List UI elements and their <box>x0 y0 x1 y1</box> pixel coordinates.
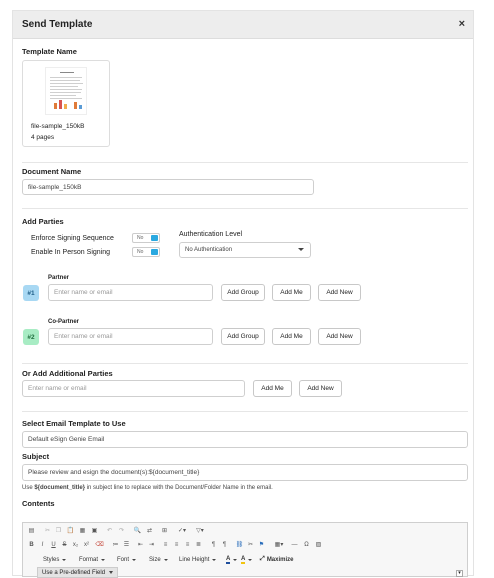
unlink-icon[interactable]: ✂ <box>247 542 254 548</box>
toggle-state-text: No <box>137 249 144 255</box>
paste-text-icon[interactable]: ▦ <box>79 528 86 534</box>
align-right-icon[interactable]: ≡ <box>185 542 190 548</box>
template-thumbnail-card[interactable] <box>22 60 110 147</box>
text-color-icon: A <box>226 555 231 562</box>
spellcheck-icon[interactable]: ✓▾ <box>177 528 187 534</box>
chevron-down-icon <box>109 571 113 574</box>
editor-collapse-icon[interactable]: ▾ <box>456 570 463 577</box>
strikethrough-icon[interactable]: S <box>62 542 67 548</box>
copy-icon[interactable]: ❐ <box>55 528 62 534</box>
maximize-button[interactable] <box>260 554 294 565</box>
email-template-label: Select Email Template to Use <box>22 419 126 428</box>
chevron-down-icon <box>298 248 304 251</box>
subject-hint <box>22 485 273 491</box>
toggle-knob <box>151 235 158 241</box>
subject-input[interactable]: Please review and esign the document(s):${document_title} <box>22 464 468 481</box>
email-template-select[interactable]: Default eSign Genie Email <box>22 431 468 448</box>
styles-dropdown[interactable] <box>43 554 66 565</box>
special-char-icon[interactable]: Ω <box>304 542 309 548</box>
add-new-button[interactable]: Add New <box>318 284 361 301</box>
remove-format-icon[interactable]: ⌫ <box>95 542 104 548</box>
add-new-button[interactable]: Add New <box>318 328 361 345</box>
select-all-icon[interactable]: ⊞ <box>161 528 168 534</box>
styles-label: Styles <box>43 556 60 563</box>
text-color-button[interactable] <box>226 554 237 565</box>
authentication-level-label: Authentication Level <box>179 231 243 238</box>
font-dropdown[interactable] <box>117 554 136 565</box>
modal-header <box>13 11 473 39</box>
justify-icon[interactable]: ≣ <box>195 542 202 548</box>
modal-title: Send Template <box>22 19 93 30</box>
find-icon[interactable]: 🔍 <box>133 528 142 534</box>
authentication-level-select[interactable] <box>179 242 311 258</box>
subject-hint-token: ${document_title} <box>34 485 86 491</box>
document-preview-image <box>45 67 87 115</box>
enable-in-person-signing-toggle[interactable] <box>132 247 160 257</box>
rich-text-editor <box>22 522 468 577</box>
bulleted-list-icon[interactable]: ☰ <box>123 542 130 548</box>
line-height-label: Line Height <box>179 556 210 563</box>
chevron-down-icon <box>248 559 252 561</box>
close-icon[interactable]: × <box>458 18 465 30</box>
contents-label: Contents <box>22 499 55 508</box>
paste-icon[interactable]: 📋 <box>66 528 75 534</box>
align-center-icon[interactable]: ≡ <box>174 542 179 548</box>
size-label: Size <box>149 556 161 563</box>
format-label: Format <box>79 556 99 563</box>
table-icon[interactable]: ▦▾ <box>274 542 284 548</box>
text-direction-rtl-icon[interactable]: ¶ <box>222 542 227 548</box>
add-parties-label: Add Parties <box>22 217 64 226</box>
chevron-down-icon <box>233 559 237 561</box>
superscript-icon[interactable]: x² <box>84 542 89 548</box>
subject-label: Subject <box>22 452 50 461</box>
subscript-icon[interactable]: x₂ <box>72 542 79 548</box>
enable-in-person-signing-label: Enable In Person Signing <box>31 249 110 256</box>
template-page-count: 4 pages <box>31 134 55 141</box>
italic-icon[interactable]: I <box>41 542 44 548</box>
additional-parties-label: Or Add Additional Parties <box>22 369 113 378</box>
format-dropdown[interactable] <box>79 554 105 565</box>
link-icon[interactable]: ⛓ <box>235 542 244 548</box>
authentication-level-value: No Authentication <box>185 247 233 253</box>
size-dropdown[interactable] <box>149 554 168 565</box>
party-role-label: Co-Partner <box>48 319 80 325</box>
maximize-icon: ⤢ <box>260 556 265 562</box>
subject-hint-prefix: Use <box>22 485 35 491</box>
replace-icon[interactable]: ⇄ <box>146 528 153 534</box>
add-me-button[interactable]: Add Me <box>272 328 311 345</box>
party-name-input[interactable]: Enter name or email <box>48 328 213 345</box>
background-color-icon: A <box>241 555 246 562</box>
add-new-button[interactable]: Add New <box>299 380 342 397</box>
document-name-input[interactable]: file-sample_150kB <box>22 179 314 195</box>
image-icon[interactable]: ▨ <box>315 542 322 548</box>
bold-icon[interactable]: B <box>29 542 34 548</box>
anchor-icon[interactable]: ⚑ <box>258 542 265 548</box>
subject-hint-suffix: in subject line to replace with the Document/Folder Name in the email. <box>85 485 273 491</box>
add-me-button[interactable]: Add Me <box>272 284 311 301</box>
divider <box>22 208 468 209</box>
indent-icon[interactable]: ⇥ <box>148 542 155 548</box>
enforce-signing-sequence-toggle[interactable] <box>132 233 160 243</box>
add-group-button[interactable]: Add Group <box>221 284 265 301</box>
enforce-signing-sequence-label: Enforce Signing Sequence <box>31 235 114 242</box>
additional-party-input[interactable]: Enter name or email <box>22 380 245 397</box>
party-number-badge: #1 <box>23 285 39 301</box>
chevron-down-icon <box>132 559 136 561</box>
send-template-modal <box>12 10 474 576</box>
align-left-icon[interactable]: ≡ <box>163 542 168 548</box>
paste-word-icon[interactable]: ▣ <box>91 528 98 534</box>
toggle-state-text: No <box>137 235 144 241</box>
chevron-down-icon <box>212 559 216 561</box>
toolbar-row-1 <box>23 525 467 538</box>
chevron-down-icon <box>101 559 105 561</box>
document-name-label: Document Name <box>22 167 82 176</box>
outdent-icon[interactable]: ⇤ <box>137 542 144 548</box>
source-icon[interactable]: ▤ <box>28 528 35 534</box>
party-number-badge: #2 <box>23 329 39 345</box>
toolbar-row-3 <box>23 554 467 567</box>
undo-icon[interactable]: ↶ <box>106 528 113 534</box>
line-height-dropdown[interactable] <box>179 554 216 565</box>
add-me-button[interactable]: Add Me <box>253 380 292 397</box>
add-group-button[interactable]: Add Group <box>221 328 265 345</box>
template-file-name: file-sample_150kB <box>31 123 85 130</box>
party-name-input[interactable]: Enter name or email <box>48 284 213 301</box>
toolbar-row-2 <box>23 539 467 552</box>
party-role-label: Partner <box>48 275 70 281</box>
predefined-field-label: Use a Pre-defined Field <box>42 569 106 576</box>
template-name-label: Template Name <box>22 47 77 56</box>
cut-icon[interactable]: ✂ <box>44 528 51 534</box>
numbered-list-icon[interactable]: ≔ <box>112 542 119 548</box>
divider <box>22 162 468 163</box>
redo-icon[interactable]: ↷ <box>118 528 125 534</box>
underline-icon[interactable]: U <box>51 542 56 548</box>
horizontal-line-icon[interactable]: ― <box>291 542 298 548</box>
background-color-button[interactable] <box>241 554 252 565</box>
text-direction-ltr-icon[interactable]: ¶ <box>211 542 216 548</box>
font-label: Font <box>117 556 130 563</box>
toggle-knob <box>151 249 158 255</box>
maximize-label: Maximize <box>266 556 294 563</box>
divider <box>22 363 468 364</box>
chevron-down-icon <box>62 559 66 561</box>
chevron-down-icon <box>164 559 168 561</box>
predefined-field-dropdown[interactable] <box>37 567 118 578</box>
divider <box>22 411 468 412</box>
filter-icon[interactable]: ▽▾ <box>196 528 204 534</box>
